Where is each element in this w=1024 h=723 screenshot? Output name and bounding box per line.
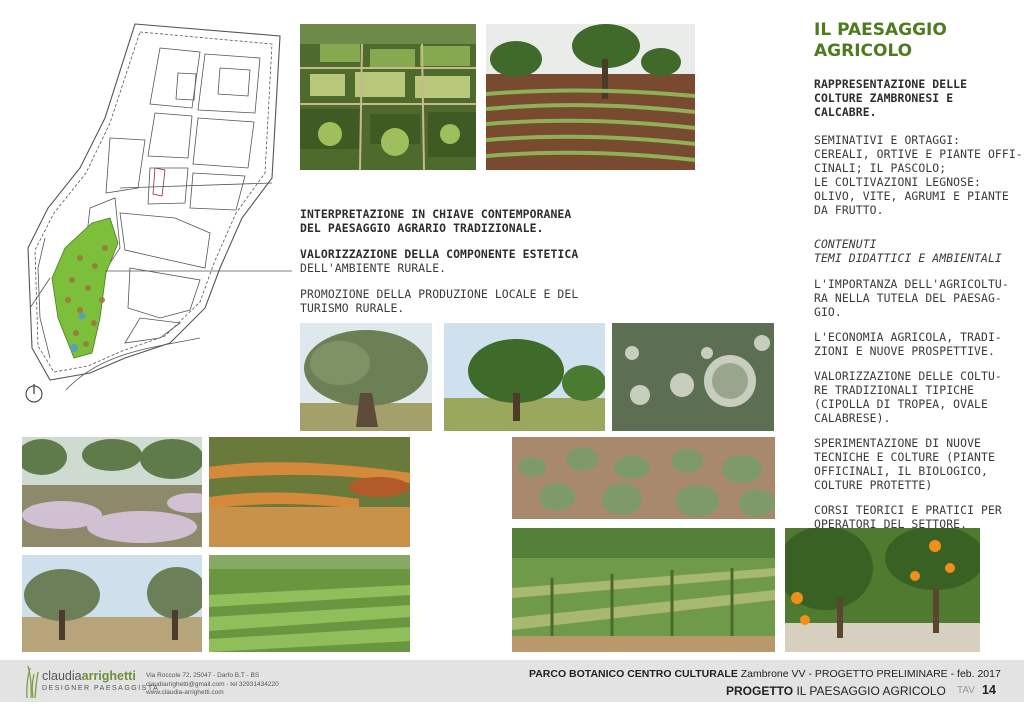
project-line bbox=[529, 668, 1001, 680]
tav-label: TAV bbox=[957, 685, 975, 696]
point-line: VALORIZZAZIONE DELLE COLTU- bbox=[814, 369, 1002, 383]
point-line: TECNICHE E COLTURE (PIANTE bbox=[814, 450, 995, 464]
photo-vegetable-garden bbox=[300, 24, 476, 170]
photo-prickly-pear bbox=[512, 437, 775, 519]
promotion-line-2: TURISMO RURALE. bbox=[300, 301, 405, 315]
contact-block bbox=[146, 672, 279, 698]
interpretation-line-2: DEL PAESAGGIO AGRARIO TRADIZIONALE. bbox=[300, 221, 544, 235]
grass-logo-icon bbox=[24, 664, 40, 698]
crops-line: LE COLTIVAZIONI LEGNOSE: bbox=[814, 175, 981, 189]
address: Via Roccole 72, 25047 - Darfo B.T - BS bbox=[146, 672, 260, 679]
interpretation-line-1: INTERPRETAZIONE IN CHIAVE CONTEMPORANEA bbox=[300, 207, 572, 221]
contents-subheading: TEMI DIDATTICI E AMBIENTALI bbox=[814, 251, 1002, 265]
website-link[interactable]: www.claudia-arrighetti.com bbox=[146, 689, 224, 696]
section-line bbox=[726, 684, 946, 698]
tav-number: 14 bbox=[982, 683, 996, 697]
promotion-line-1: PROMOZIONE DELLA PRODUZIONE LOCALE E DEL bbox=[300, 287, 579, 301]
point-line: CORSI TEORICI E PRATICI PER bbox=[814, 503, 1002, 517]
photo-plowed-field bbox=[486, 24, 695, 170]
valorization-heading: VALORIZZAZIONE DELLA COMPONENTE ESTETICA bbox=[300, 247, 579, 261]
site-plan-drawing bbox=[10, 18, 292, 410]
project-name: PARCO BOTANICO CENTRO CULTURALE bbox=[529, 668, 738, 680]
point-4 bbox=[814, 436, 1024, 492]
point-line: OPERATORI DEL SETTORE. bbox=[814, 517, 968, 531]
point-5 bbox=[814, 503, 1024, 531]
crops-line: DA FRUTTO. bbox=[814, 203, 884, 217]
crops-line: OLIVO, VITE, AGRUMI E PIANTE bbox=[814, 189, 1009, 203]
project-date: feb. 2017 bbox=[957, 668, 1001, 680]
footer-bar bbox=[0, 660, 1024, 702]
contact: claudiarrighetti@gmail.com - tel 32931434220 bbox=[146, 680, 279, 688]
point-line: RE TRADIZIONALI TIPICHE bbox=[814, 383, 975, 397]
contents-heading: CONTENUTI bbox=[814, 237, 877, 251]
logo-role: DESIGNER PAESAGGISTA bbox=[42, 685, 160, 692]
photo-citrus-trees bbox=[785, 528, 980, 652]
point-line: L'IMPORTANZA DELL'AGRICOLTU- bbox=[814, 277, 1009, 291]
section-name: IL PAESAGGIO AGRICOLO bbox=[796, 684, 946, 698]
subtitle-line-1: RAPPRESENTAZIONE DELLE bbox=[814, 77, 968, 91]
photo-golden-grasses bbox=[209, 437, 410, 547]
center-text-block bbox=[300, 207, 620, 315]
point-line: CALABRESE). bbox=[814, 411, 891, 425]
crops-line: SEMINATIVI E ORTAGGI: bbox=[814, 133, 961, 147]
page-title-line-2: AGRICOLO bbox=[814, 41, 913, 61]
point-line: COLTURE PROTETTE) bbox=[814, 478, 933, 492]
crops-line: CINALI; IL PASCOLO; bbox=[814, 161, 947, 175]
point-1 bbox=[814, 277, 1024, 319]
logo-name-first: claudia bbox=[42, 669, 82, 683]
point-line: GIO. bbox=[814, 305, 842, 319]
point-line: ZIONI E NUOVE PROSPETTIVE. bbox=[814, 344, 995, 358]
project-location: Zambrone VV - PROGETTO PRELIMINARE - bbox=[740, 668, 955, 680]
photo-onion-flowers bbox=[612, 323, 774, 431]
point-line: L'ECONOMIA AGRICOLA, TRADI- bbox=[814, 330, 1002, 344]
point-line: (CIPOLLA DI TROPEA, OVALE bbox=[814, 397, 988, 411]
valorization-text: DELL'AMBIENTE RURALE. bbox=[300, 261, 447, 275]
page-title-line-1: IL PAESAGGIO bbox=[814, 20, 947, 40]
logo-name bbox=[42, 669, 136, 683]
site-plan bbox=[10, 18, 292, 410]
point-line: RA NELLA TUTELA DEL PAESAG- bbox=[814, 291, 1002, 305]
photo-fig-tree bbox=[444, 323, 605, 431]
subtitle-line-2: COLTURE ZAMBRONESI E bbox=[814, 91, 954, 105]
point-line: SPERIMENTAZIONE DI NUOVE bbox=[814, 436, 981, 450]
photo-ornamental-grass-olives bbox=[22, 437, 202, 547]
photo-olive-tree bbox=[300, 323, 432, 431]
logo-name-last: arrighetti bbox=[81, 669, 136, 683]
photo-olive-grove bbox=[22, 555, 202, 652]
point-2 bbox=[814, 330, 1024, 358]
section-label: PROGETTO bbox=[726, 684, 794, 698]
point-3 bbox=[814, 369, 1024, 425]
photo-vineyard bbox=[512, 528, 775, 652]
point-line: OFFICINALI, IL BIOLOGICO, bbox=[814, 464, 988, 478]
subtitle-line-3: CALCABRE. bbox=[814, 105, 877, 119]
crops-line: CEREALI, ORTIVE E PIANTE OFFI- bbox=[814, 147, 1023, 161]
photo-green-rows bbox=[209, 555, 410, 652]
right-column bbox=[814, 20, 1024, 531]
